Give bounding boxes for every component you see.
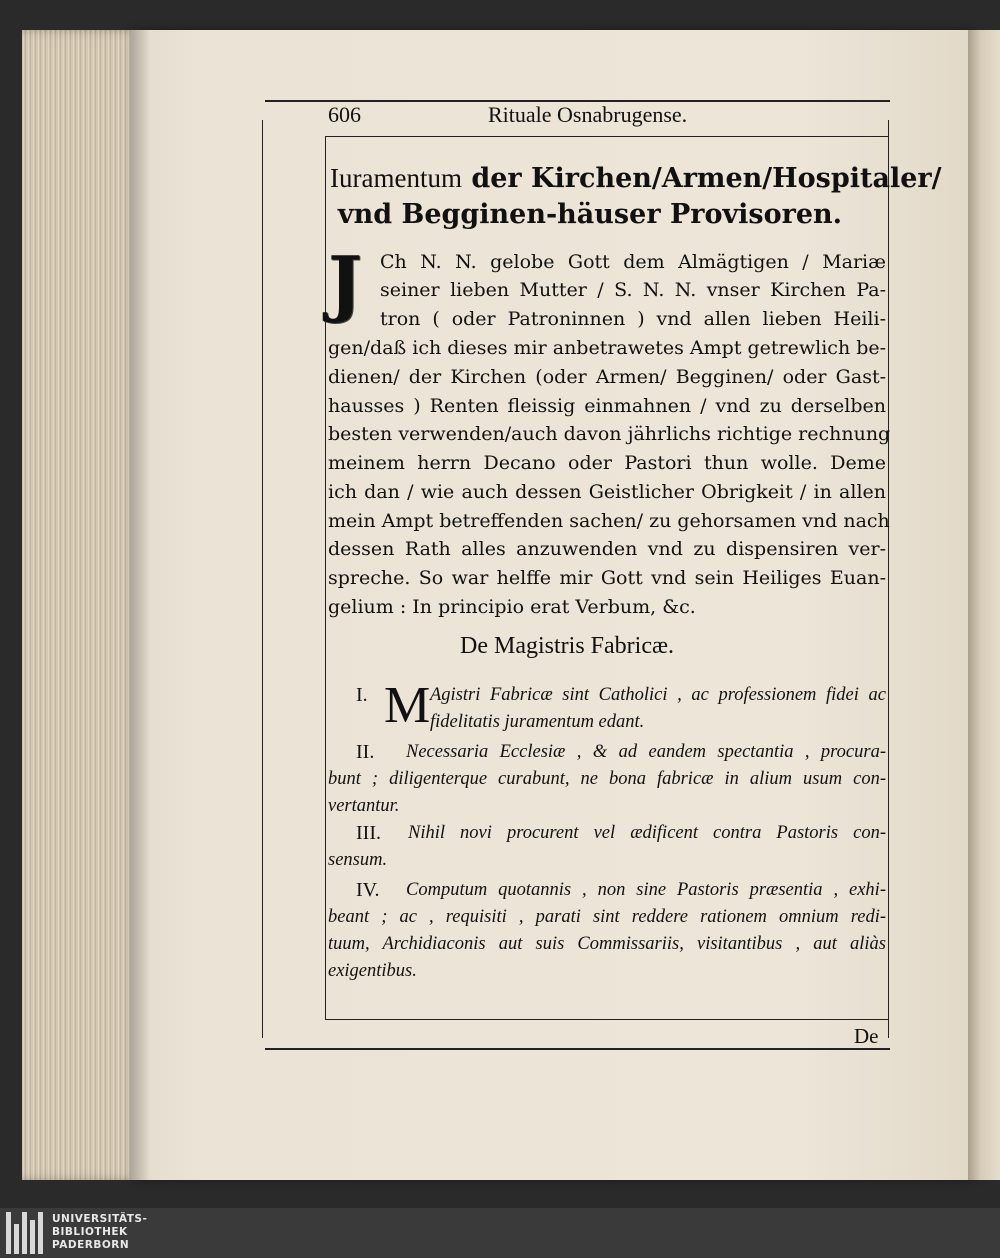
- oath-line: ich dan / wie auch dessen Geistlicher Obrigkeit / in allen: [328, 481, 886, 503]
- footer-bar: [0, 1208, 1000, 1258]
- article-number: IV.: [356, 879, 380, 901]
- oath-line: besten verwenden/auch davon jährlichs richtige rechnung: [328, 423, 891, 445]
- page-edges: [22, 30, 142, 1180]
- heading-line-1: [330, 160, 942, 197]
- oath-line: mein Ampt betreffenden sachen/ zu gehorsamen vnd nach: [328, 510, 890, 532]
- article-line: fidelitatis juramentum edant.: [430, 712, 645, 732]
- gutter-shadow: [130, 30, 150, 1180]
- oath-line: dessen Rath alles anzuwenden vnd zu dispensiren ver-: [328, 538, 886, 560]
- oath-line: Ch N. N. gelobe Gott dem Almägtigen / Mariæ: [380, 251, 886, 273]
- oath-line: seiner lieben Mutter / S. N. N. vnser Kirchen Pa-: [380, 279, 886, 301]
- article-line: Agistri Fabricæ sint Catholici , ac professionem fidei ac: [430, 685, 886, 705]
- heading-line-2: vnd Begginen-häuser Provisoren.: [337, 199, 843, 230]
- article-line: sensum.: [328, 850, 388, 870]
- page-number: 606: [328, 102, 361, 127]
- heading-latin: Iuramentum: [330, 163, 462, 193]
- article-line: tuum, Archidiaconis aut suis Commissariis, visitantibus , aut aliàs: [328, 934, 886, 954]
- article-number: II.: [356, 741, 375, 763]
- article-line: beant ; ac , requisiti , parati sint reddere rationem omnium redi-: [328, 907, 886, 927]
- article-line: vertantur.: [328, 796, 400, 816]
- oath-line: meinem herrn Decano oder Pastori thun wolle. Deme: [328, 452, 886, 474]
- catchword: De: [854, 1024, 879, 1048]
- left-margin-rule: [262, 120, 263, 1038]
- article-line: Computum quotannis , non sine Pastoris præsentia , exhi-: [406, 880, 886, 900]
- oath-line: gelium : In principio erat Verbum, &c.: [328, 596, 696, 618]
- oath-heading: [330, 160, 942, 233]
- logo-text-line-1: UNIVERSITÄTS-: [52, 1213, 148, 1225]
- section-title: De Magistris Fabricæ.: [460, 633, 674, 659]
- oath-line: tron ( oder Patroninnen ) vnd allen lieben Heili-: [380, 308, 886, 330]
- article-line: Nihil novi procurent vel ædificent contra Pastoris con-: [408, 823, 886, 843]
- running-title: Rituale Osnabrugense.: [488, 102, 688, 127]
- oath-line: gen/daß ich dieses mir anbetrawetes Ampt getrewlich be-: [328, 337, 887, 359]
- drop-cap: J: [328, 240, 363, 325]
- oath-line: dienen/ der Kirchen (oder Armen/ Begginen/ oder Gast-: [328, 366, 886, 388]
- bottom-rule: [265, 1048, 890, 1050]
- logo-text-line-3: PADERBORN: [52, 1239, 130, 1251]
- oath-line: hausses ) Renten fleissig einmahnen / vnd zu derselben: [328, 395, 886, 417]
- running-head: [328, 102, 748, 132]
- article-initial: M: [384, 677, 431, 734]
- facing-page-edge: [968, 30, 1000, 1180]
- article-line: bunt ; diligenterque curabunt, ne bona fabricæ in alium usum con-: [328, 769, 886, 789]
- heading-german: der Kirchen/Armen/Hospitaler/: [471, 163, 942, 194]
- logo-text-line-2: BIBLIOTHEK: [52, 1226, 128, 1238]
- library-logo-icon: [6, 1212, 46, 1254]
- oath-line: spreche. So war helffe mir Gott vnd sein Heiliges Euan-: [328, 567, 886, 589]
- article-number: III.: [356, 822, 381, 844]
- article-line: Necessaria Ecclesiæ , & ad eandem spectantia , procura-: [406, 742, 886, 762]
- article-line: exigentibus.: [328, 961, 417, 981]
- article-number: I.: [356, 684, 368, 706]
